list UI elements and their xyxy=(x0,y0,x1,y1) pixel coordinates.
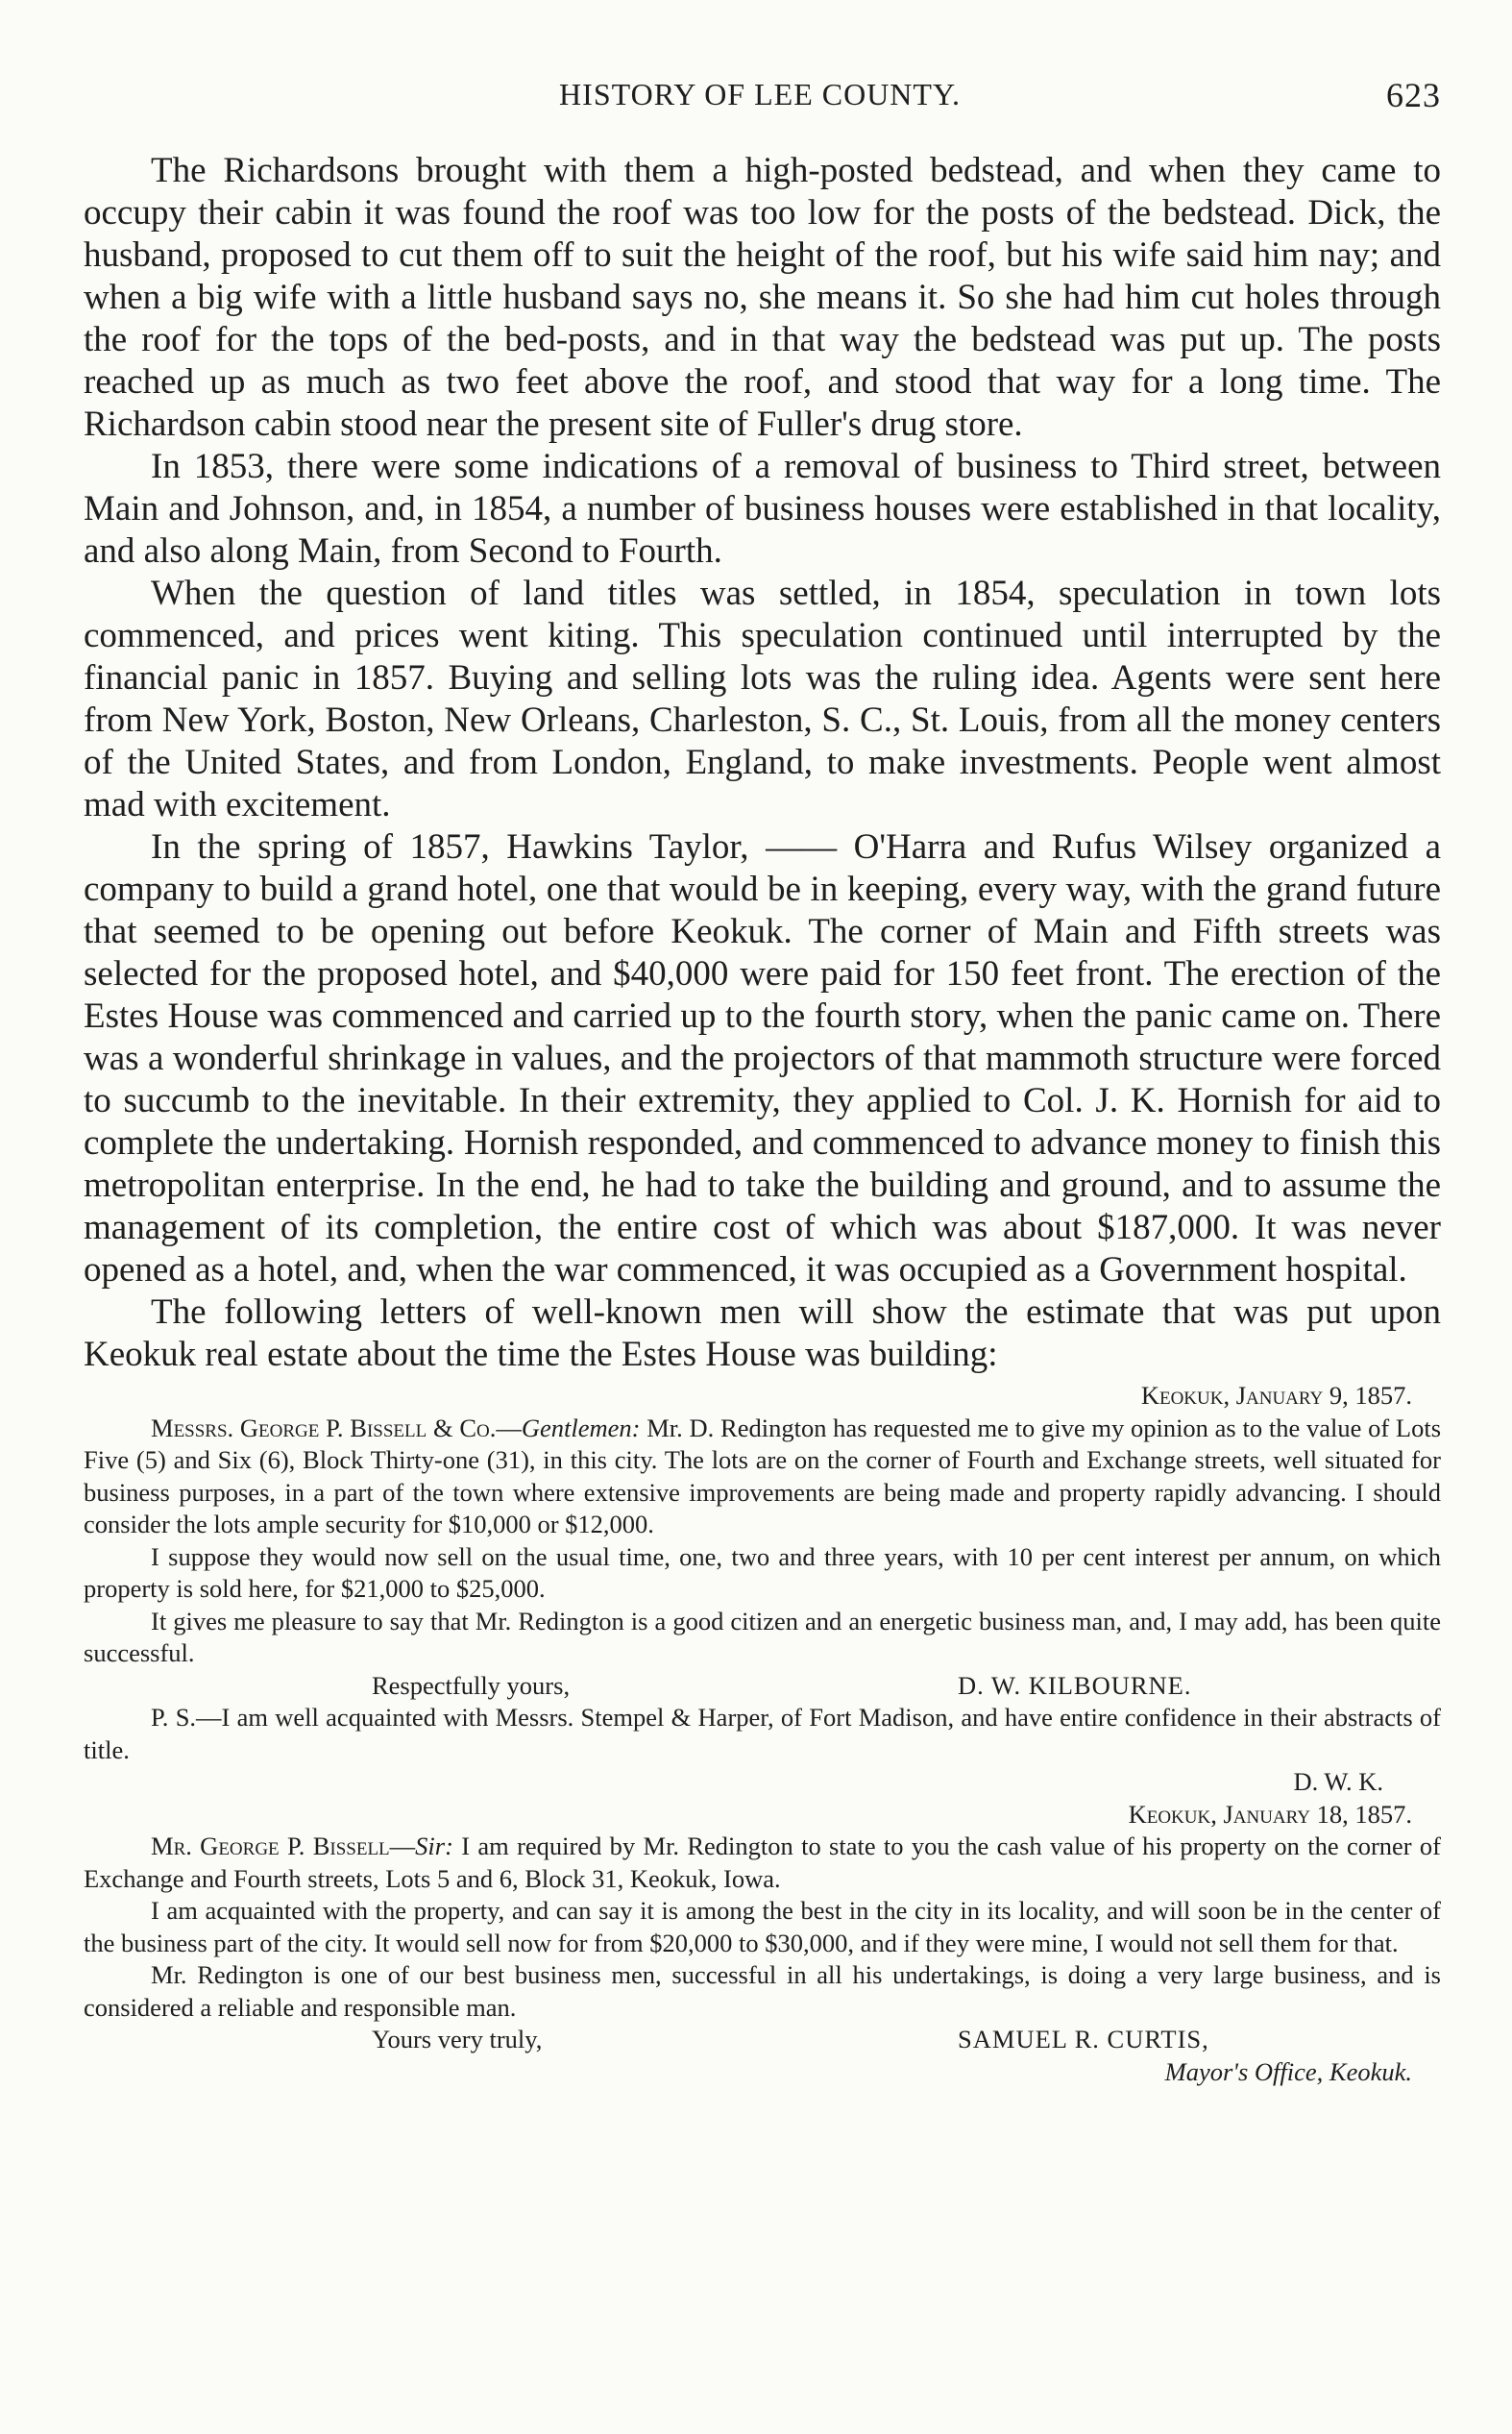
book-page xyxy=(79,56,1441,2088)
signature-office: Mayor's Office, Keokuk. xyxy=(1164,2056,1412,2086)
running-head xyxy=(79,56,1441,114)
salutation-name: Messrs. George P. Bissell & Co. xyxy=(151,1413,497,1442)
salutation-dash: — xyxy=(389,1832,416,1860)
letter-closing: Respectfully yours, xyxy=(372,1670,571,1700)
page-number: 623 xyxy=(1386,76,1441,114)
letters-section xyxy=(84,1380,1441,2088)
letter-kilbourne xyxy=(84,1380,1441,1799)
signature-name: D. W. KILBOURNE. xyxy=(958,1670,1192,1700)
letter-curtis xyxy=(84,1799,1441,2089)
letter-paragraph: I suppose they would now sell on the usual time, one, two and three years, with 10 per cent interest per annum, on which property is sold here, for $21,000 to $25,000. xyxy=(84,1541,1441,1603)
letter-postscript: P. S.—I am well acquainted with Messrs. Stempel & Harper, of Fort Madison, and have entire confidence in their abstracts of title. xyxy=(84,1703,1441,1764)
running-head-title: HISTORY OF LEE COUNTY. xyxy=(559,77,961,111)
paragraph: The Richardsons brought with them a high-posted bedstead, and when they came to occupy their cabin it was found the roof was too low for the posts of the bedstead. Dick, the husband, proposed to cut them off to suit the height of the roof, but his wife said him nay; and when a big wife with a little husband says no, she means it. So she had him cut holes through the roof for the tops of the bed-posts, and in that way the bedstead was put up. The posts reached up as much as two feet above the roof, and stood that way for a long time. The Richardson cabin stood near the present site of Fuller's drug store. xyxy=(84,151,1441,444)
paragraph: The following letters of well-known men will show the estimate that was put upon Keokuk real estate about the time the Estes House was building: xyxy=(84,1292,1441,1374)
paragraph: In the spring of 1857, Hawkins Taylor, —— O'Harra and Rufus Wilsey organized a company to build a grand hotel, one that would be in keeping, every way, with the grand future that seemed to be opening out before Keokuk. The corner of Main and Fifth streets was selected for the proposed hotel, and $40,000 were paid for 150 feet front. The erection of the Estes House was commenced and carried up to the fourth story, when the panic came on. There was a wonderful shrinkage in values, and the projectors of that mammoth structure were forced to succumb to the inevitable. In their extremity, they applied to Col. J. K. Hornish for aid to complete the undertaking. Hornish responded, and commenced to advance money to finish this metropolitan enterprise. In the end, he had to take the building and ground, and to assume the management of its completion, the entire cost of which was about $187,000. It was never opened as a hotel, and, when the war commenced, it was occupied as a Government hospital. xyxy=(84,827,1441,1290)
salutation-greeting: Gentlemen: xyxy=(521,1413,641,1442)
letter-paragraph xyxy=(84,1831,1441,1895)
body-text xyxy=(84,150,1441,1376)
letter-dateline: Keokuk, January 9, 1857. xyxy=(1140,1381,1412,1410)
postscript-initials: D. W. K. xyxy=(1293,1767,1383,1796)
salutation-dash: — xyxy=(496,1413,522,1442)
salutation-greeting: Sir: xyxy=(415,1832,453,1860)
letter-dateline: Keokuk, January 18, 1857. xyxy=(1128,1799,1412,1829)
letter-text: I am required by Mr. Redington to state to you the cash value of his property on the corner of Exchange and Fourth streets, Lots 5 and 6, Block 31, Keokuk, Iowa. xyxy=(84,1832,1442,1893)
letter-text: Mr. D. Redington has requested me to give my opinion as to the value of Lots Five (5) and Six (6), Block Thirty-one (31), in this city. The lots are on the corner of Fourth and Exchange streets, well situated for business purposes, in a part of the town where extensive improvements are being made and property rapidly advancing. I should consider the lots ample security for $10,000 or $12,000. xyxy=(84,1413,1442,1538)
signature-name: SAMUEL R. CURTIS, xyxy=(958,2025,1209,2053)
letter-paragraph: Mr. Redington is one of our best business men, successful in all his undertakings, is doing a very large business, and is considered a reliable and responsible man. xyxy=(84,1960,1441,2022)
letter-signature xyxy=(84,1670,1441,1703)
salutation-name: Mr. George P. Bissell xyxy=(151,1832,390,1860)
letter-paragraph xyxy=(84,1413,1441,1541)
paragraph: In 1853, there were some indications of a removal of business to Third street, between Main and Johnson, and, in 1854, a number of business houses were established in that locality, and also along Main, from Second to Fourth. xyxy=(84,447,1441,571)
letter-paragraph: It gives me pleasure to say that Mr. Redington is a good citizen and an energetic business man, and, I may add, has been quite successful. xyxy=(84,1606,1441,1667)
letter-paragraph: I am acquainted with the property, and can say it is among the best in the city in its locality, and will soon be in the center of the business part of the city. It would sell now for from $20,000 to $30,000, and if they were mine, I would not sell them for that. xyxy=(84,1896,1441,1957)
letter-signature xyxy=(84,2024,1441,2056)
paragraph: When the question of land titles was settled, in 1854, speculation in town lots commenced, and prices went kiting. This speculation continued until interrupted by the financial panic in 1857. Buying and selling lots was the ruling idea. Agents were sent here from New York, Boston, New Orleans, Charleston, S. C., St. Louis, from all the money centers of the United States, and from London, England, to make investments. People went almost mad with excitement. xyxy=(84,574,1441,824)
letter-closing: Yours very truly, xyxy=(372,2025,543,2053)
